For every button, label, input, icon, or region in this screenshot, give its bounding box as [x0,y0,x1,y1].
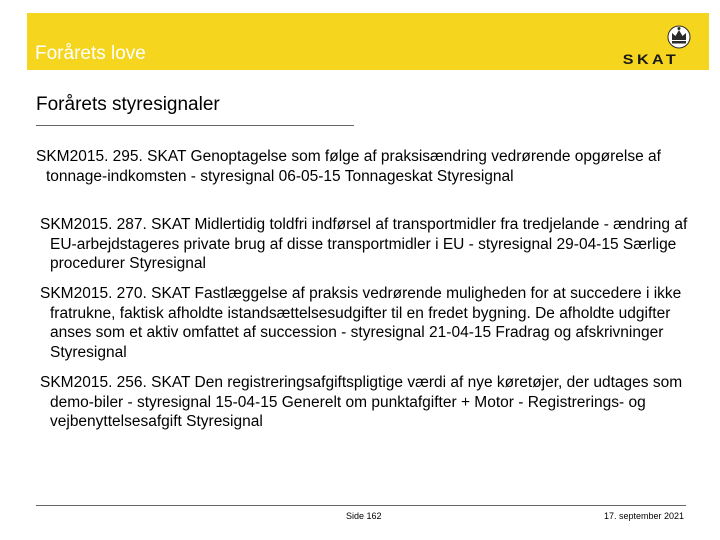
slide-subtitle: Forårets styresignaler [36,94,220,115]
logo-text: SKAT [622,51,680,67]
banner-title: Forårets love [35,43,146,64]
crown-icon [667,23,691,51]
list-item: SKM2015. 256. SKAT Den registreringsafgiftspligtige værdi af nye køretøjer, der udtages som demo-biler - styresignal 15-04-15 Generelt om punktafgifter + Motor - Registrerings- og vejbenyttelsesafgift Styresignal [40,374,683,430]
list-item: SKM2015. 295. SKAT Genoptagelse som følge af praksisændring vedrørende opgørelse af tonnage-indkomsten - styresignal 06-05-15 Tonnageskat Styresignal [36,148,661,185]
skat-logo [617,21,683,67]
subtitle-divider [36,125,354,126]
footer-date: 17. september 2021 [603,511,684,521]
page-number: Side 162 [346,511,382,521]
list-item: SKM2015. 270. SKAT Fastlæggelse af praksis vedrørende muligheden for at succedere i ikke fratrukne, faktisk afholdte istandsættelsesudgifter til en fredet bygning. De afholdte udgifter anses som et aktiv omfattet af succession - styresignal 21-04-15 Fradrag og afskrivninger Styresignal [40,285,682,361]
list-item: SKM2015. 287. SKAT Midlertidig toldfri indførsel af transportmidler fra tredjelande - ændring af EU-arbejdstageres private brug af disse transportmidler i EU - styresignal 29-04-15 Særlige procedurer Styresignal [40,216,688,272]
footer-divider [36,505,686,506]
header-banner [27,13,709,70]
